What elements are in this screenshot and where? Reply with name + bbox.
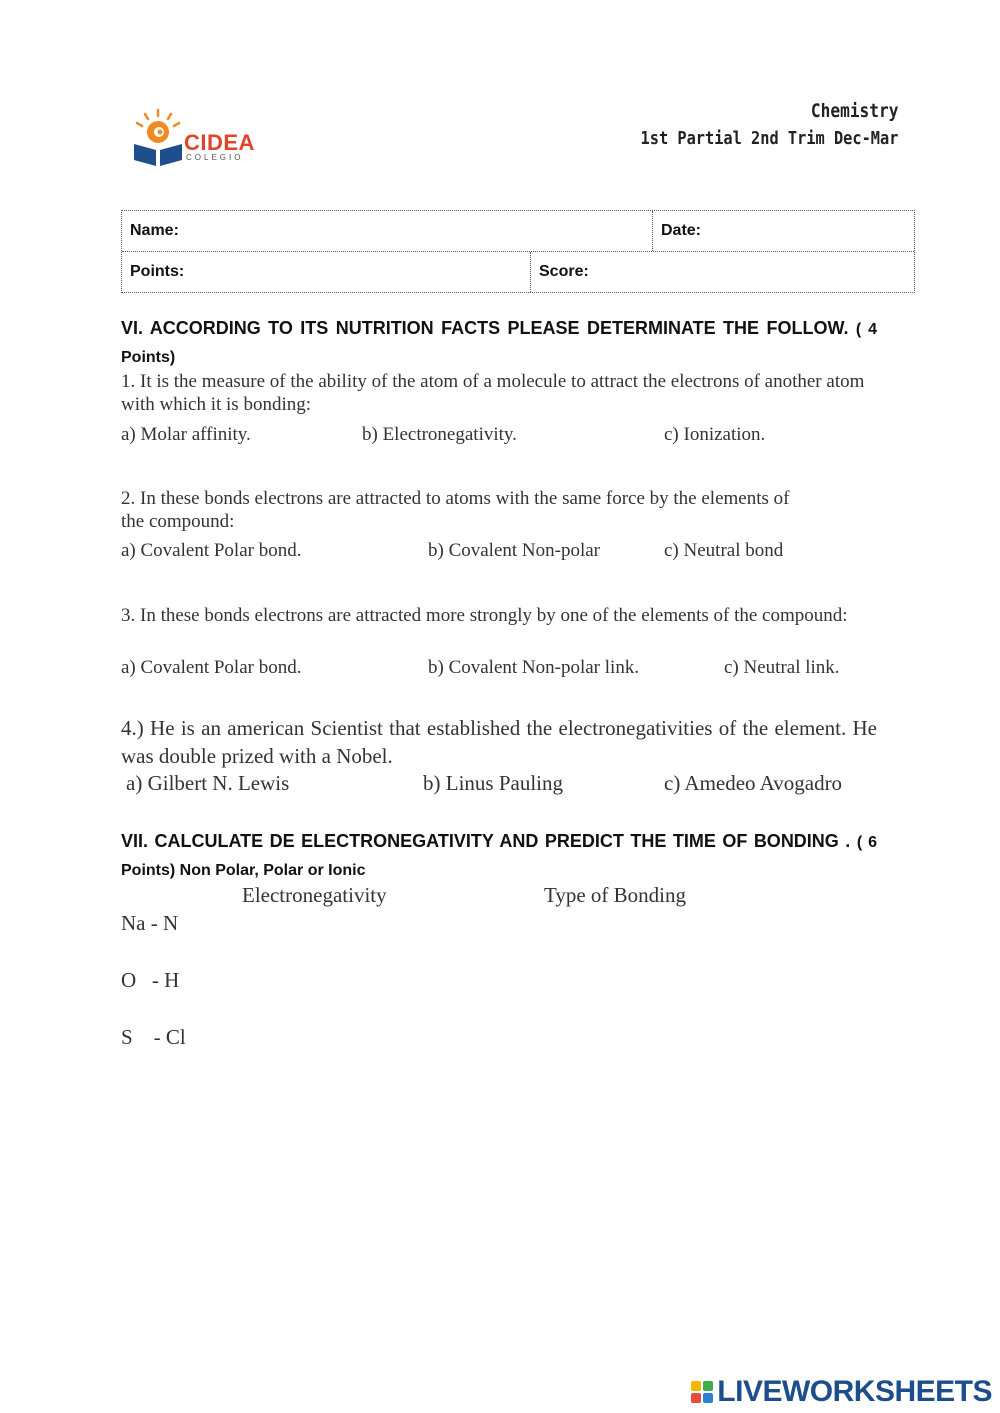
subject-title: Chemistry [810, 100, 898, 122]
question-1-option-c[interactable]: c) Ionization. [664, 424, 766, 445]
section-6-heading [121, 315, 877, 371]
element-pair-na-n: Na - N [121, 911, 179, 935]
logo-subtitle: COLEGIO [186, 153, 244, 162]
question-4-option-c[interactable]: c) Amedeo Avogadro [664, 771, 843, 795]
question-4-option-b[interactable]: b) Linus Pauling [423, 771, 563, 795]
points-field[interactable]: Points: [122, 252, 531, 292]
question-3-option-a[interactable]: a) Covalent Polar bond. [121, 657, 302, 678]
question-3-option-c[interactable]: c) Neutral link. [724, 657, 840, 678]
question-4-text: 4.) He is an american Scientist that established the electronegativities of the element. He was double prized with a Nobel. [121, 716, 877, 768]
student-info-table [121, 210, 915, 293]
question-3-option-b[interactable]: b) Covalent Non-polar link. [428, 657, 640, 678]
name-field[interactable]: Name: [122, 211, 653, 251]
question-4-option-a[interactable]: a) Gilbert N. Lewis [126, 771, 290, 795]
section-6-title: VI. ACCORDING TO ITS NUTRITION FACTS PLEASE DETERMINATE THE FOLLOW. [121, 318, 849, 338]
exam-subtitle: 1st Partial 2nd Trim Dec-Mar [640, 128, 898, 149]
school-logo [132, 108, 262, 168]
logo-wordmark: CIDEA [184, 130, 255, 155]
question-2-option-c[interactable]: c) Neutral bond [664, 540, 784, 561]
question-2-option-b[interactable]: b) Covalent Non-polar [428, 540, 601, 561]
date-field[interactable]: Date: [661, 222, 702, 239]
logo-emblem-icon [132, 108, 184, 168]
liveworksheets-brand: LIVEWORKSHEETS [717, 1375, 992, 1408]
element-pair-o-h: O - H [121, 968, 180, 992]
question-2-text: 2. In these bonds electrons are attracted to atoms with the same force by the elements of the compound: [121, 488, 790, 532]
question-1-option-b[interactable]: b) Electronegativity. [362, 424, 517, 445]
question-1-text: 1. It is the measure of the ability of the atom of a molecule to attract the electrons of another atom with which it is bonding: [121, 371, 865, 415]
score-field[interactable]: Score: [539, 263, 589, 280]
section-7-points: ( 6 Points) Non Polar, Polar or Ionic [121, 834, 877, 879]
liveworksheets-logo-icon [691, 1381, 713, 1403]
section-6-points: ( 4 Points) [121, 321, 877, 366]
electronegativity-column-header: Electronegativity [242, 883, 387, 907]
element-pair-s-cl: S - Cl [121, 1025, 186, 1049]
question-2-option-a[interactable]: a) Covalent Polar bond. [121, 540, 302, 561]
section-7-heading [121, 828, 877, 884]
section-7-title: VII. CALCULATE DE ELECTRONEGATIVITY AND PREDICT THE TIME OF BONDING . [121, 831, 851, 851]
question-3-text: 3. In these bonds electrons are attracted more strongly by one of the elements of the compound: [121, 605, 848, 626]
info-row-points-score [122, 252, 914, 292]
question-1-option-a[interactable]: a) Molar affinity. [121, 424, 251, 445]
liveworksheets-watermark [691, 1375, 992, 1409]
bonding-type-column-header: Type of Bonding [544, 883, 687, 907]
info-row-name-date [122, 211, 914, 252]
exam-header [595, 100, 898, 149]
